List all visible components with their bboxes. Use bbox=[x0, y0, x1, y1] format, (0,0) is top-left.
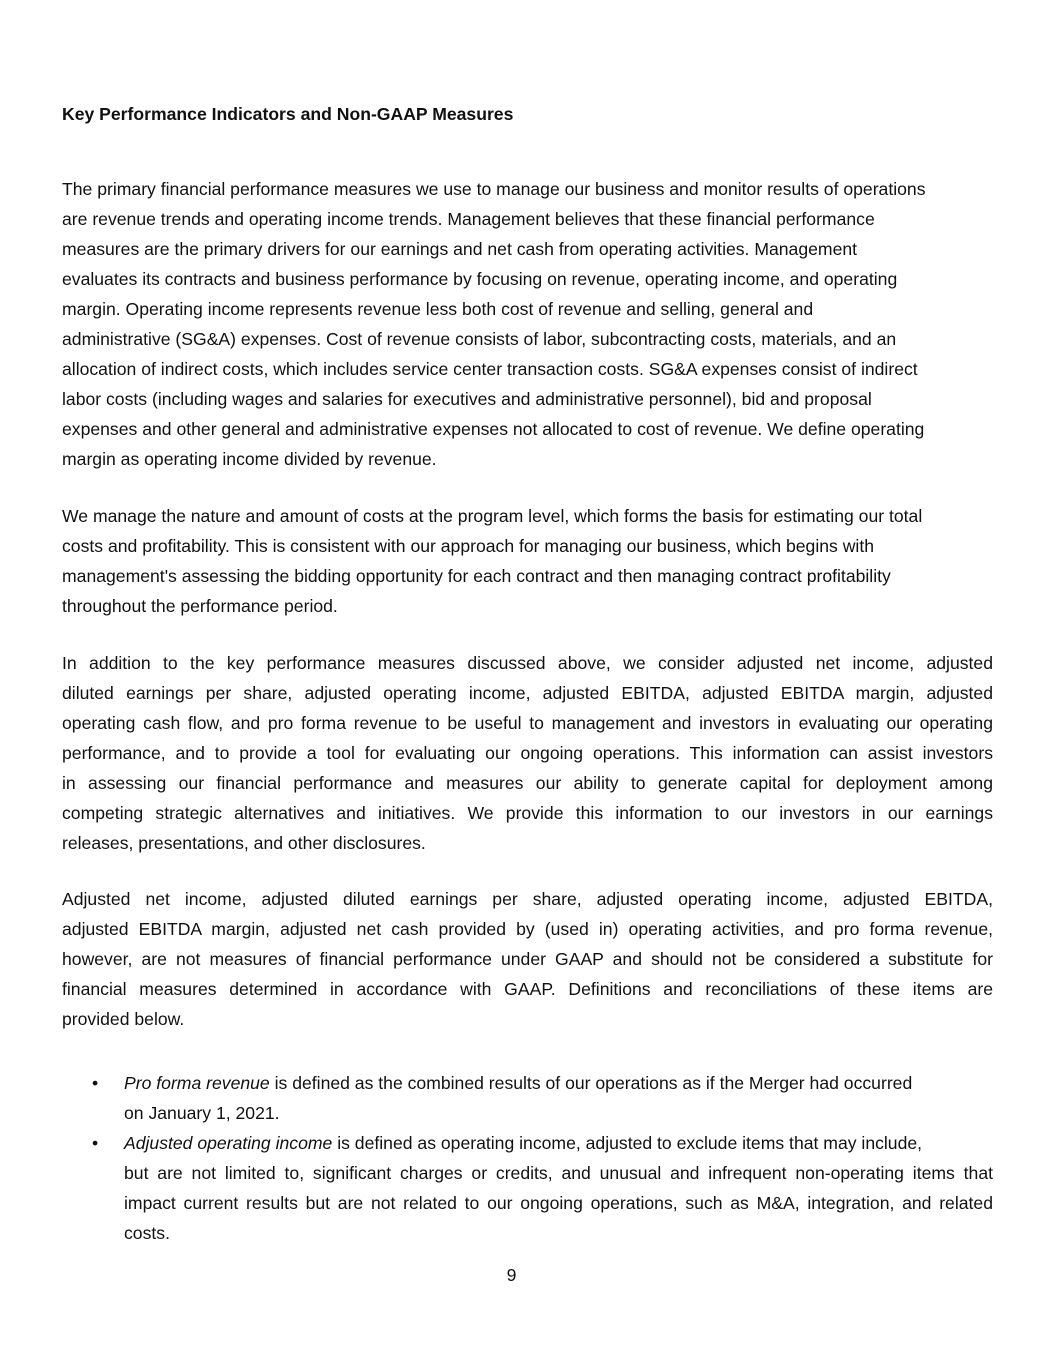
text-line: costs and profitability. This is consistent with our approach for managing our business, which begins with bbox=[62, 536, 875, 556]
defined-term: Adjusted operating income bbox=[124, 1133, 333, 1153]
section-heading: Key Performance Indicators and Non-GAAP Measures bbox=[62, 104, 514, 124]
text-line: however, are not measures of financial performance under GAAP and should not be considered a substitute for bbox=[62, 949, 993, 969]
bullet-icon: • bbox=[92, 1073, 99, 1093]
text-line: throughout the performance period. bbox=[62, 596, 338, 616]
text-line: but are not limited to, significant charges or credits, and unusual and infrequent non-operating items that bbox=[124, 1163, 993, 1183]
text-line: management's assessing the bidding opportunity for each contract and then managing contract profitability bbox=[62, 566, 891, 586]
text-line: adjusted EBITDA margin, adjusted net cash provided by (used in) operating activities, and pro forma revenue, bbox=[62, 919, 993, 939]
bullet-list bbox=[62, 1068, 993, 1248]
text-line: Adjusted net income, adjusted diluted earnings per share, adjusted operating income, adjusted EBITDA, bbox=[62, 889, 993, 909]
bullet-item bbox=[62, 1128, 993, 1248]
text-line: diluted earnings per share, adjusted operating income, adjusted EBITDA, adjusted EBITDA margin, adjusted bbox=[62, 683, 993, 703]
text-line: provided below. bbox=[62, 1009, 185, 1029]
text-line: We manage the nature and amount of costs at the program level, which forms the basis for estimating our total bbox=[62, 506, 923, 526]
text-line: is defined as operating income, adjusted to exclude items that may include, bbox=[332, 1133, 923, 1153]
text-line: is defined as the combined results of our operations as if the Merger had occurred bbox=[269, 1073, 913, 1093]
text-line: operating cash flow, and pro forma revenue to be useful to management and investors in evaluating our operating bbox=[62, 713, 993, 733]
text-line: administrative (SG&A) expenses. Cost of revenue consists of labor, subcontracting costs, materials, and an bbox=[62, 329, 897, 349]
paragraph bbox=[62, 648, 993, 858]
paragraph bbox=[62, 884, 993, 1034]
text-line: releases, presentations, and other disclosures. bbox=[62, 833, 426, 853]
text-line: measures are the primary drivers for our earnings and net cash from operating activities. Management bbox=[62, 239, 858, 259]
text-line: In addition to the key performance measures discussed above, we consider adjusted net income, adjusted bbox=[62, 653, 993, 673]
text-line: costs. bbox=[124, 1223, 170, 1243]
text-line: expenses and other general and administrative expenses not allocated to cost of revenue. We define operating bbox=[62, 419, 925, 439]
page-number: 9 bbox=[506, 1265, 517, 1285]
text-line: The primary financial performance measures we use to manage our business and monitor results of operations bbox=[62, 179, 926, 199]
text-line: margin. Operating income represents revenue less both cost of revenue and selling, general and bbox=[62, 299, 814, 319]
text-line: on January 1, 2021. bbox=[124, 1103, 280, 1123]
text-line: in assessing our financial performance and measures our ability to generate capital for deployment among bbox=[62, 773, 993, 793]
bullet-icon: • bbox=[92, 1133, 99, 1153]
paragraph bbox=[62, 501, 993, 621]
text-line: performance, and to provide a tool for evaluating our ongoing operations. This information can assist investors bbox=[62, 743, 993, 763]
text-line: labor costs (including wages and salaries for executives and administrative personnel), bid and proposal bbox=[62, 389, 872, 409]
text-line: are revenue trends and operating income trends. Management believes that these financial performance bbox=[62, 209, 875, 229]
text-line: allocation of indirect costs, which includes service center transaction costs. SG&A expenses consist of indirect bbox=[62, 359, 918, 379]
paragraph bbox=[62, 174, 993, 474]
text-line: impact current results but are not related to our ongoing operations, such as M&A, integration, and related bbox=[124, 1193, 993, 1213]
text-line: competing strategic alternatives and initiatives. We provide this information to our investors in our earnings bbox=[62, 803, 993, 823]
bullet-item bbox=[62, 1068, 993, 1128]
text-line: evaluates its contracts and business performance by focusing on revenue, operating income, and operating bbox=[62, 269, 898, 289]
text-line: financial measures determined in accordance with GAAP. Definitions and reconciliations of these items are bbox=[62, 979, 993, 999]
defined-term: Pro forma revenue bbox=[124, 1073, 270, 1093]
text-line: margin as operating income divided by revenue. bbox=[62, 449, 437, 469]
